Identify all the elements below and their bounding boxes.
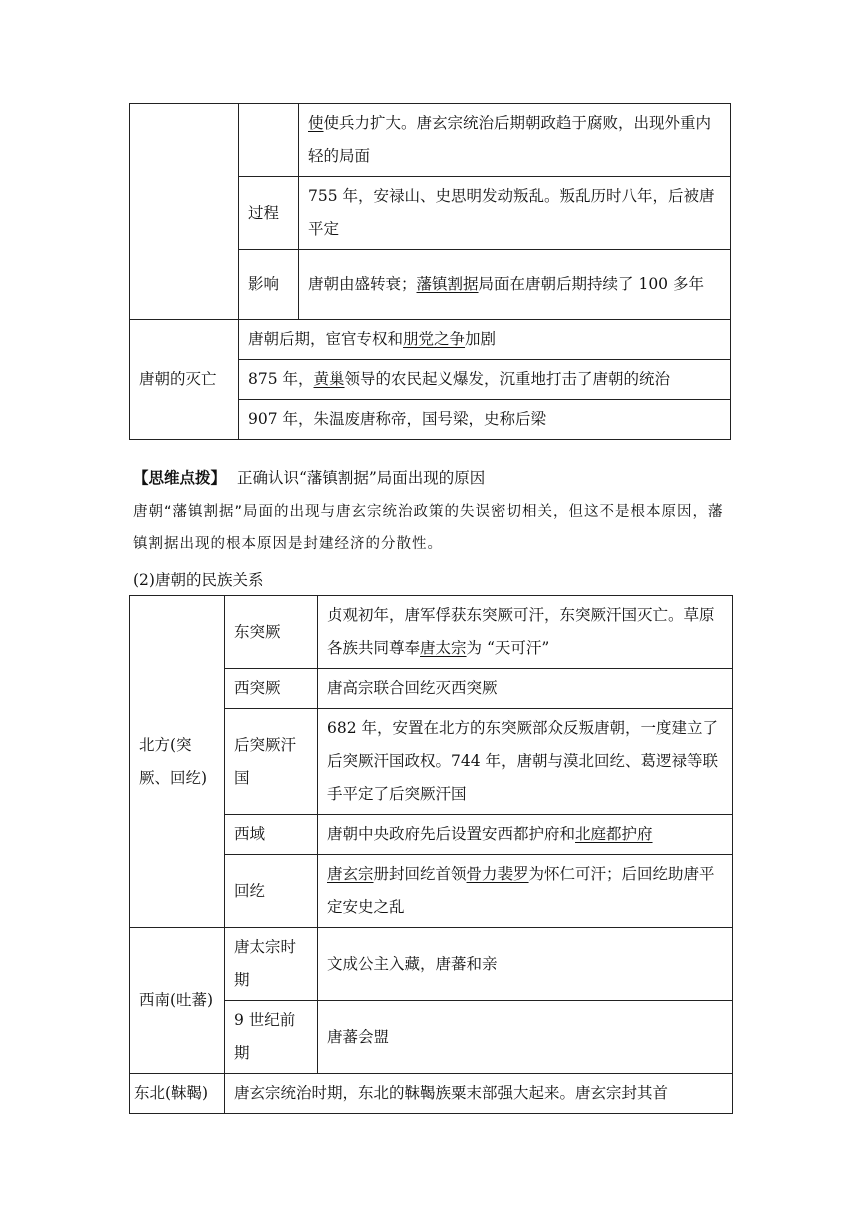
section-title: (2)唐朝的民族关系: [133, 571, 264, 589]
cell-text: 加剧: [465, 330, 497, 348]
note-tag: 【思维点拨】: [133, 469, 227, 487]
underlined-term: 黄巢: [313, 370, 345, 388]
note-title: 正确认识“藩镇割据”局面出现的原因: [236, 469, 486, 487]
thinking-note-heading: [133, 462, 733, 495]
underlined-term: 唐太宗: [420, 639, 467, 657]
uighur-label: 回纥: [225, 855, 318, 928]
northeast-label: 东北(靺鞨): [130, 1074, 225, 1114]
sw2-text: 唐蕃会盟: [318, 1001, 733, 1074]
west-turk-text: 唐高宗联合回纥灭西突厥: [318, 669, 733, 709]
table-cell: [239, 320, 731, 360]
table-cell: [318, 855, 733, 928]
sw2-label: 9 世纪前期: [225, 1001, 318, 1074]
cell-text: 为 “天可汗”: [466, 639, 550, 657]
table-cell: [318, 596, 733, 669]
late-turk-text: 682 年，安置在北方的东突厥部众反叛唐朝，一度建立了后突厥汗国政权。744 年，唐朝与漠北回纥、葛逻禄等联手平定了后突厥汗国: [318, 709, 733, 815]
underlined-term: 骨力裴罗: [466, 865, 529, 883]
sw1-text: 文成公主入藏，唐蕃和亲: [318, 928, 733, 1001]
empty-cell: [239, 104, 299, 177]
cell-text: 贞观初年，唐军俘获东突厥可汗，东突厥汗国灭亡。草原各族共同尊奉: [327, 606, 715, 657]
underlined-term: 朋党之争: [403, 330, 466, 348]
cell-text: 唐朝由盛转衰；: [308, 275, 417, 293]
table-cell: 907 年，朱温废唐称帝，国号梁，史称后梁: [239, 400, 731, 440]
cell-text: 875 年，: [248, 370, 314, 388]
table-cell: [299, 250, 731, 320]
cell-text: 局面在唐朝后期持续了 100 多年: [478, 275, 704, 293]
cell-text: 册封回纥首领: [373, 865, 467, 883]
east-turk-label: 东突厥: [225, 596, 318, 669]
southwest-label: 西南(吐蕃): [130, 928, 225, 1074]
west-turk-label: 西突厥: [225, 669, 318, 709]
cell-text: 唐朝后期，宦官专权和: [248, 330, 404, 348]
underlined-term: 北庭都护府: [575, 825, 653, 843]
cell-text: 领导的农民起义爆发，沉重地打击了唐朝的统治: [344, 370, 671, 388]
note-body: 唐朝“藩镇割据”局面的出现与唐玄宗统治政策的失误密切相关，但这不是根本原因，藩镇割据出现的根本原因是封建经济的分散性。: [133, 504, 724, 552]
xiyu-label: 西域: [225, 815, 318, 855]
process-text: 755 年，安禄山、史思明发动叛乱。叛乱历时八年，后被唐平定: [299, 177, 731, 250]
underlined-term: 藩镇割据: [416, 275, 479, 293]
table-cell: [239, 360, 731, 400]
sw1-label: 唐太宗时期: [225, 928, 318, 1001]
northeast-text: 唐玄宗统治时期，东北的靺鞨族粟末部强大起来。唐玄宗封其首: [225, 1074, 733, 1114]
tang-decline-table: [129, 103, 731, 440]
cell-text: 为怀仁可汗；后回纥助唐平定安史之乱: [327, 865, 715, 916]
impact-label: 影响: [239, 250, 299, 320]
fall-label: 唐朝的灭亡: [130, 320, 239, 440]
late-turk-label: 后突厥汗国: [225, 709, 318, 815]
underlined-text: 使: [308, 114, 324, 132]
empty-cell: [130, 104, 239, 320]
underlined-term: 唐玄宗: [327, 865, 374, 883]
north-label: 北方(突厥、回纥): [130, 596, 225, 928]
table-cell: [318, 815, 733, 855]
process-label: 过程: [239, 177, 299, 250]
cell-text: 唐朝中央政府先后设置安西都护府和: [327, 825, 576, 843]
cell-text: 使兵力扩大。唐玄宗统治后期朝政趋于腐败，出现外重内轻的局面: [308, 114, 712, 165]
ethnic-relations-table: [129, 595, 733, 1114]
table-cell: [299, 104, 731, 177]
